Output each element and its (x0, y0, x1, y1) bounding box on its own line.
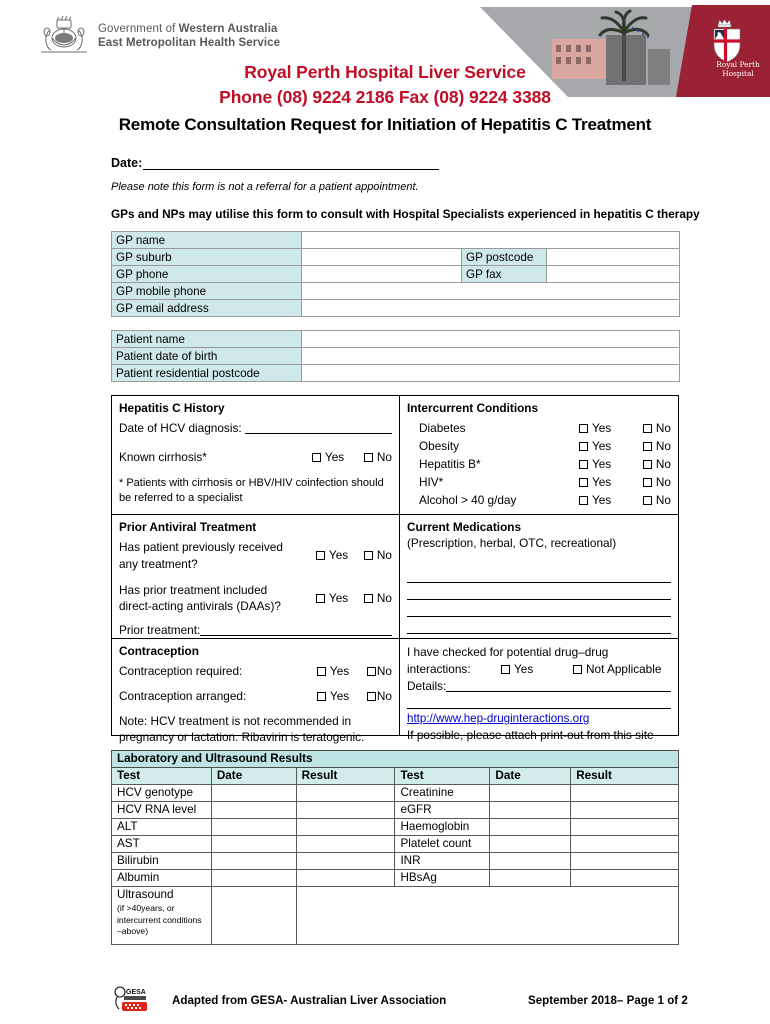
previous-treatment-line2: any treatment? (119, 556, 198, 571)
table-row (112, 870, 679, 887)
table-row (112, 348, 680, 365)
checkbox-icon[interactable] (579, 442, 588, 451)
referral-note: Please note this form is not a referral for a patient appointment. (111, 181, 419, 193)
table-row (112, 249, 680, 266)
checkbox-icon[interactable] (364, 594, 373, 603)
interactions-yes-label: Yes (514, 661, 534, 676)
lab-header-row (112, 768, 679, 785)
contraception-arranged-label: Contraception arranged: (119, 688, 247, 703)
cirrhosis-yes-label: Yes (324, 449, 345, 464)
lab-col-test-right: Test (395, 768, 490, 785)
previous-treatment-no-option[interactable] (364, 547, 392, 564)
hepatitis-b-no-option[interactable] (643, 456, 671, 474)
contraception-required-label: Contraception required: (119, 664, 243, 678)
obesity-yes-label: Yes (591, 438, 612, 453)
drug-interactions-section (400, 638, 678, 743)
interactions-details-line2[interactable] (407, 694, 671, 709)
interactions-checkbox-row (407, 661, 671, 678)
checkbox-icon[interactable] (317, 692, 326, 701)
condition-label-hiv: HIV* (419, 474, 444, 489)
lab-test-bilirubin: Bilirubin (112, 853, 212, 870)
hiv-no-label: No (655, 474, 671, 489)
panel-left-column (112, 396, 400, 745)
date-label: Date: (111, 156, 143, 170)
intercurrent-conditions-section (400, 396, 678, 514)
medications-line-3[interactable] (407, 600, 671, 617)
patient-details-table (111, 330, 680, 382)
patient-name-input[interactable] (302, 331, 680, 348)
lab-col-date-right: Date (490, 768, 571, 785)
gp-mobile-label: GP mobile phone (112, 283, 302, 300)
hep-history-heading: Hepatitis C History (119, 401, 225, 415)
lab-date-creatinine[interactable] (490, 785, 571, 802)
gov-logo-line1-bold: Western Australia (178, 22, 278, 35)
lab-result-egfr[interactable] (571, 802, 679, 819)
clinical-details-panel (111, 395, 679, 745)
hiv-no-option[interactable] (643, 474, 671, 492)
daa-treatment-line1: Has prior treatment included (119, 582, 268, 597)
form-body (0, 152, 770, 945)
alcohol-no-option[interactable] (643, 492, 671, 510)
previous-treatment-yes-option[interactable] (316, 547, 364, 564)
gp-details-table (111, 231, 680, 317)
lab-result-creatinine[interactable] (571, 785, 679, 802)
lab-test-albumin: Albumin (112, 870, 212, 887)
gp-suburb-label: GP suburb (112, 249, 302, 266)
cirrhosis-footnote: * Patients with cirrhosis or HBV/HIV coinfection should be referred to a specialist (119, 476, 384, 504)
lab-date-haemoglobin[interactable] (490, 819, 571, 836)
previous-treatment-row (119, 539, 392, 573)
footer-page-info: September 2018– Page 1 of 2 (528, 993, 688, 1007)
ultrasound-sub-note: (if >40years, or intercurrent conditions –above) (117, 903, 202, 937)
checkbox-icon[interactable] (643, 424, 652, 433)
hiv-yes-option[interactable] (579, 474, 643, 492)
contraception-required-yes-label: Yes (329, 664, 350, 678)
panel-right-column (400, 396, 678, 743)
table-row (112, 785, 679, 802)
prior-antiviral-treatment-section (112, 514, 399, 638)
gov-logo-line1-prefix: Government of (98, 22, 179, 35)
lab-result-hcv-genotype[interactable] (296, 785, 395, 802)
table-row (112, 365, 680, 382)
lab-result-haemoglobin[interactable] (571, 819, 679, 836)
contraception-required-yes-option[interactable] (317, 663, 367, 680)
svg-text:GESA: GESA (126, 989, 146, 996)
previous-treatment-yes-label: Yes (328, 548, 349, 563)
lab-result-ast[interactable] (296, 836, 395, 853)
interactions-line1: I have checked for potential drug–drug (407, 645, 609, 659)
lab-test-ast: AST (112, 836, 212, 853)
contraception-arranged-no-label: No (376, 688, 392, 703)
lab-col-test-left: Test (112, 768, 212, 785)
daa-yes-label: Yes (328, 590, 349, 605)
prior-treatment-detail-row (119, 622, 392, 639)
ultrasound-date-cell[interactable] (211, 887, 296, 945)
lab-test-platelet-count: Platelet count (395, 836, 490, 853)
daa-yes-option[interactable] (316, 590, 364, 607)
checkbox-icon[interactable] (316, 551, 325, 560)
ultrasound-result-cell[interactable] (296, 887, 678, 945)
table-row (112, 819, 679, 836)
rph-logo-line2: Hospital (722, 69, 754, 78)
lab-date-ast[interactable] (211, 836, 296, 853)
intercurrent-heading: Intercurrent Conditions (407, 401, 539, 415)
page-footer (0, 985, 770, 1015)
lab-title-row (112, 751, 679, 768)
lab-date-alt[interactable] (211, 819, 296, 836)
medications-line-1[interactable] (407, 566, 671, 583)
cirrhosis-no-option[interactable] (364, 449, 392, 466)
obesity-no-label: No (655, 438, 671, 453)
lab-result-hbsag[interactable] (571, 870, 679, 887)
alcohol-yes-option[interactable] (579, 492, 643, 510)
contraception-arranged-no-option[interactable] (367, 688, 392, 705)
gp-phone-label: GP phone (112, 266, 302, 283)
lab-result-bilirubin[interactable] (296, 853, 395, 870)
contraception-required-no-label: No (376, 664, 392, 678)
lab-test-creatinine: Creatinine (395, 785, 490, 802)
lab-result-platelet-count[interactable] (571, 836, 679, 853)
prior-treatment-heading: Prior Antiviral Treatment (119, 520, 257, 534)
daa-no-option[interactable] (364, 590, 392, 607)
hepatitis-b-no-label: No (655, 456, 671, 471)
condition-label-hepatitis-b: Hepatitis B* (419, 456, 481, 471)
diabetes-yes-option[interactable] (579, 420, 643, 438)
checkbox-icon[interactable] (316, 594, 325, 603)
previous-treatment-no-label: No (376, 548, 392, 563)
interactions-details-input[interactable] (446, 680, 671, 692)
lab-result-hcv-rna[interactable] (296, 802, 395, 819)
table-row (112, 266, 680, 283)
lab-date-hcv-rna[interactable] (211, 802, 296, 819)
daa-no-label: No (376, 590, 392, 605)
patient-dob-input[interactable] (302, 348, 680, 365)
interactions-yes-option[interactable] (501, 661, 573, 678)
hepatitis-c-history-section (112, 396, 399, 514)
checkbox-icon[interactable] (643, 496, 652, 505)
hcv-diagnosis-row (119, 420, 392, 437)
patient-dob-label: Patient date of birth (112, 348, 302, 365)
condition-row (407, 456, 671, 474)
condition-label-alcohol: Alcohol > 40 g/day (419, 492, 517, 507)
alcohol-no-label: No (655, 492, 671, 507)
checkbox-icon[interactable] (573, 665, 582, 674)
table-row (112, 802, 679, 819)
prior-treatment-detail-label: Prior treatment: (119, 623, 201, 637)
checkbox-icon[interactable] (579, 496, 588, 505)
contraception-note: Note: HCV treatment is not recommended in pregnancy or lactation. Ribavirin is teratogenic. (119, 713, 365, 745)
lab-date-inr[interactable] (490, 853, 571, 870)
known-cirrhosis-label: Known cirrhosis* (119, 449, 207, 464)
lab-date-hbsag[interactable] (490, 870, 571, 887)
table-row (112, 887, 679, 945)
checkbox-icon[interactable] (579, 460, 588, 469)
current-medications-section (400, 514, 678, 638)
medications-line-4[interactable] (407, 617, 671, 634)
usage-note: GPs and NPs may utilise this form to consult with Hospital Specialists experienced in hepatitis C therapy (111, 207, 700, 221)
lab-col-result-left: Result (296, 768, 395, 785)
lab-test-haemoglobin: Haemoglobin (395, 819, 490, 836)
medications-line-2[interactable] (407, 583, 671, 600)
date-field-row (111, 156, 770, 170)
alcohol-yes-label: Yes (591, 492, 612, 507)
contraception-heading: Contraception (119, 644, 199, 658)
gp-name-input[interactable] (302, 232, 680, 249)
lab-col-result-right: Result (571, 768, 679, 785)
interactions-na-option[interactable] (573, 661, 661, 678)
lab-date-egfr[interactable] (490, 802, 571, 819)
checkbox-icon[interactable] (579, 478, 588, 487)
gp-email-input[interactable] (302, 300, 680, 317)
previous-treatment-line1: Has patient previously received (119, 540, 283, 554)
gp-fax-label: GP fax (462, 266, 547, 283)
table-row (112, 232, 680, 249)
medications-subheading: (Prescription, herbal, OTC, recreational) (407, 536, 617, 550)
table-row (112, 283, 680, 300)
form-title: Remote Consultation Request for Initiation of Hepatitis C Treatment (118, 114, 652, 134)
checkbox-icon[interactable] (364, 551, 373, 560)
patient-postcode-label: Patient residential postcode (112, 365, 302, 382)
lab-date-platelet-count[interactable] (490, 836, 571, 853)
hepatitis-b-yes-label: Yes (591, 456, 612, 471)
lab-test-alt: ALT (112, 819, 212, 836)
gp-mobile-input[interactable] (302, 283, 680, 300)
interactions-details-label: Details: (407, 678, 447, 693)
contraception-arranged-yes-option[interactable] (317, 688, 367, 705)
condition-row (407, 492, 671, 510)
patient-postcode-input[interactable] (302, 365, 680, 382)
lab-table-title: Laboratory and Ultrasound Results (112, 751, 679, 768)
wa-state-crest-icon (38, 14, 90, 58)
prior-treatment-detail-input[interactable] (200, 624, 392, 636)
cirrhosis-no-label: No (376, 449, 392, 464)
wa-government-logo (38, 14, 280, 58)
gp-name-label: GP name (112, 232, 302, 249)
lab-result-albumin[interactable] (296, 870, 395, 887)
interactions-line2: interactions: (407, 661, 471, 676)
gp-email-label: GP email address (112, 300, 302, 317)
checkbox-icon[interactable] (501, 665, 510, 674)
lab-test-hcv-genotype: HCV genotype (112, 785, 212, 802)
interactions-na-label: Not Applicable (586, 661, 662, 676)
diabetes-no-label: No (655, 421, 671, 435)
footer-adapted-text: Adapted from GESA- Australian Liver Association (172, 993, 447, 1007)
checkbox-icon[interactable] (367, 667, 376, 676)
diabetes-no-option[interactable] (643, 420, 671, 438)
interactions-details-row (407, 678, 671, 695)
obesity-yes-option[interactable] (579, 438, 643, 456)
gp-postcode-input[interactable] (547, 249, 680, 266)
contraception-arranged-yes-label: Yes (329, 688, 350, 703)
lab-test-hcv-rna: HCV RNA level (112, 802, 212, 819)
gp-phone-input[interactable] (302, 266, 462, 283)
lab-date-albumin[interactable] (211, 870, 296, 887)
lab-test-hbsag: HBsAg (395, 870, 490, 887)
condition-row (407, 420, 671, 438)
lab-test-ultrasound (112, 887, 212, 945)
contraception-required-no-option[interactable] (367, 663, 392, 680)
hiv-yes-label: Yes (591, 474, 612, 489)
medications-heading: Current Medications (407, 520, 522, 534)
table-row (112, 331, 680, 348)
contact-line: Phone (08) 9224 2186 Fax (08) 9224 3388 (219, 86, 551, 107)
gov-logo-line2: East Metropolitan Health Service (98, 37, 281, 49)
gp-postcode-label: GP postcode (462, 249, 547, 266)
hep-drug-interactions-link[interactable]: http://www.hep-druginteractions.org (407, 712, 590, 726)
checkbox-icon[interactable] (317, 667, 326, 676)
checkbox-icon[interactable] (364, 453, 373, 462)
checkbox-icon[interactable] (312, 453, 321, 462)
condition-row (407, 474, 671, 492)
condition-label-diabetes: Diabetes (419, 421, 466, 435)
lab-result-alt[interactable] (296, 819, 395, 836)
ultrasound-label: Ultrasound (117, 888, 174, 901)
checkbox-icon[interactable] (367, 692, 376, 701)
checkbox-icon[interactable] (579, 424, 588, 433)
table-row (112, 836, 679, 853)
hcv-diagnosis-label: Date of HCV diagnosis: (119, 421, 242, 435)
checkbox-icon[interactable] (643, 460, 652, 469)
lab-result-inr[interactable] (571, 853, 679, 870)
diabetes-yes-label: Yes (591, 421, 612, 435)
checkbox-icon[interactable] (643, 478, 652, 487)
lab-test-inr: INR (395, 853, 490, 870)
known-cirrhosis-row (119, 449, 392, 466)
daa-treatment-label (119, 582, 316, 616)
condition-row (407, 438, 671, 456)
rph-logo-line1: Royal Perth (716, 60, 760, 69)
lab-test-egfr: eGFR (395, 802, 490, 819)
previous-treatment-label (119, 539, 316, 573)
checkbox-icon[interactable] (643, 442, 652, 451)
gesa-logo-icon (113, 985, 149, 1015)
attach-printout-note: If possible, please attach print-out from this site (407, 728, 654, 743)
contraception-arranged-row (119, 688, 392, 705)
table-row (112, 853, 679, 870)
service-title: Royal Perth Hospital Liver Service (244, 62, 526, 82)
gp-suburb-input[interactable] (302, 249, 462, 266)
page-title (0, 60, 770, 137)
cirrhosis-yes-option[interactable] (312, 449, 364, 466)
contraception-section (112, 638, 399, 745)
condition-label-obesity: Obesity (419, 438, 459, 453)
lab-date-hcv-genotype[interactable] (211, 785, 296, 802)
contraception-required-row (119, 663, 392, 680)
date-input[interactable] (143, 157, 439, 170)
lab-col-date-left: Date (211, 768, 296, 785)
patient-name-label: Patient name (112, 331, 302, 348)
daa-treatment-row (119, 582, 392, 616)
lab-date-bilirubin[interactable] (211, 853, 296, 870)
daa-treatment-line2: direct-acting antivirals (DAAs)? (119, 599, 281, 614)
gp-fax-input[interactable] (547, 266, 680, 283)
laboratory-results-table (111, 750, 679, 945)
table-row (112, 300, 680, 317)
obesity-no-option[interactable] (643, 438, 671, 456)
page-header (0, 0, 770, 152)
hcv-diagnosis-input[interactable] (245, 422, 392, 434)
hepatitis-b-yes-option[interactable] (579, 456, 643, 474)
